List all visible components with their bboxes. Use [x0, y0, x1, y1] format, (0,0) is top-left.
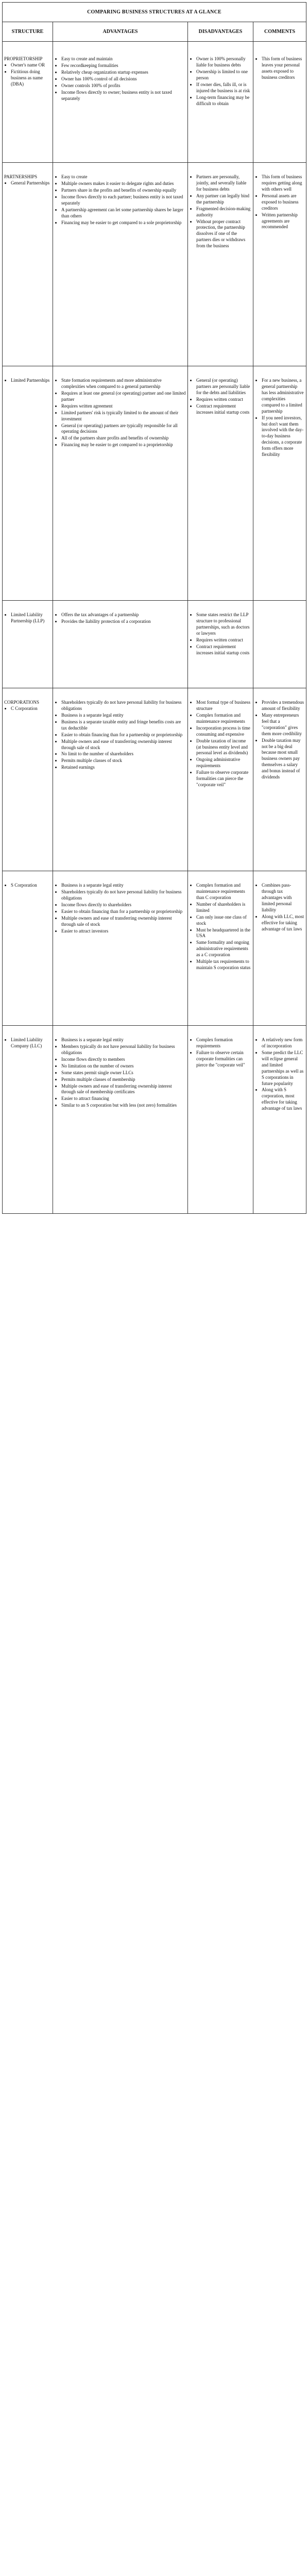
header-comments: COMMENTS — [253, 22, 306, 42]
list-item: • Provides a tremendous amount of flexibility — [262, 700, 304, 712]
list-item: • A relatively new form of incorporation — [262, 1037, 304, 1049]
list-item: • Ongoing administrative requirements — [196, 757, 251, 769]
list-item: • Long-term financing may be difficult to obtain — [196, 95, 251, 107]
cell-structure — [3, 163, 53, 366]
list-advantages — [55, 1037, 186, 1109]
list-item: • No limitation on the number of owners — [61, 1063, 186, 1070]
cell-advantages — [53, 871, 188, 1026]
list-comments — [255, 1037, 304, 1112]
list-item: • This form of business requires getting along with others well — [262, 174, 304, 193]
cell-comments — [253, 42, 306, 163]
list-item: • Business is a separate legal entity — [61, 883, 186, 889]
cell-disadvantages — [188, 871, 253, 1026]
list-item: • Along with LLC, most effective for taking advantage of tax laws — [262, 914, 304, 933]
list-disadvantages — [190, 700, 251, 788]
cell-disadvantages — [188, 42, 253, 163]
list-item: • Personal assets are exposed to business creditors — [262, 193, 304, 212]
list-item: • Provides the liability protection of a corporation — [61, 619, 186, 625]
cell-disadvantages — [188, 1026, 253, 1214]
list-item: • Owner's name OR — [11, 62, 51, 69]
list-item: • All of the partners share profits and benefits of ownership — [61, 435, 186, 442]
cell-comments — [253, 688, 306, 871]
comparison-table — [2, 2, 306, 1214]
list-advantages — [55, 174, 186, 226]
list-item: • Multiple owners and ease of transferring ownership interest through sale of stock — [61, 916, 186, 928]
structure-group-label: PROPRIETORSHIP — [4, 56, 43, 62]
list-item: • Fragmented decision-making authority — [196, 206, 251, 218]
list-comments — [255, 56, 304, 81]
list-item: • State formation requirements and more administrative complexities when compared to a general partnership — [61, 378, 186, 390]
table-row — [3, 366, 306, 601]
list-item: • Owner is 100% personally liable for business debts — [196, 56, 251, 69]
list-item: • Retained earnings — [61, 765, 186, 771]
list-item: • Income flows directly to each partner; business entity is not taxed separately — [61, 194, 186, 207]
list-item: • If you need investors, but don't want them involved with the day-to-day business decisions, a corporate form offers more flexibility — [262, 415, 304, 458]
list-item: • Easier to attract financing — [61, 1096, 186, 1102]
table-row — [3, 1026, 306, 1214]
header-row — [3, 22, 306, 42]
list-item: • Limited Liability Partnership (LLP) — [11, 612, 51, 624]
table-row — [3, 42, 306, 163]
list-comments — [255, 883, 304, 932]
cell-advantages — [53, 688, 188, 871]
list-item: • Some states permit single owner LLCs — [61, 1070, 186, 1076]
list-item: • General (or operating) partners are typically responsible for all operating decisions — [61, 423, 186, 435]
list-item: • Number of shareholders is limited — [196, 902, 251, 914]
list-item: • Many entrepreneurs feel that a "corporation" gives them more credibility — [262, 713, 304, 737]
list-item: • Few recordkeeping formalities — [61, 63, 186, 69]
list-item: • Multiple tax requirements to maintain S corporation status — [196, 959, 251, 971]
cell-comments — [253, 163, 306, 366]
list-item: • Business is a separate taxable entity and fringe benefits costs are tax deductible — [61, 719, 186, 732]
list-item: • Written partnership agreements are recommended — [262, 212, 304, 231]
list-item: • Owner controls 100% of profits — [61, 83, 186, 89]
cell-comments — [253, 871, 306, 1026]
cell-disadvantages — [188, 366, 253, 601]
list-item: • Business is a separate legal entity — [61, 713, 186, 719]
cell-structure — [3, 366, 53, 601]
list-comments — [255, 378, 304, 457]
list-advantages — [55, 56, 186, 101]
list-disadvantages — [190, 174, 251, 249]
list-item: • Permits multiple classes of stock — [61, 758, 186, 764]
cell-structure — [3, 1026, 53, 1214]
list-item: • Failure to observe corporate formalities can pierce the "corporate veil" — [196, 770, 251, 788]
list-item: • Income flows directly to shareholders — [61, 902, 186, 908]
list-item: • Easier to obtain financing than for a partnership or proprietorship — [61, 732, 186, 738]
list-advantages — [55, 378, 186, 448]
list-item: • Some predict the LLC will eclipse general and limited partnerships as well as S corporations in future popularity — [262, 1050, 304, 1087]
cell-comments — [253, 601, 306, 688]
list-item: • Offers the tax advantages of a partnership — [61, 612, 186, 618]
list-item: • Limited partners' risk is typically limited to the amount of their investment — [61, 410, 186, 422]
cell-comments — [253, 366, 306, 601]
cell-advantages — [53, 366, 188, 601]
list-item: • Some states restrict the LLP structure to professional partnerships, such as doctors or lawyers — [196, 612, 251, 637]
list-item: • General (or operating) partners are personally liable for the debts and liabilities — [196, 378, 251, 396]
list-item: • Income flows directly to owner; business entity is not taxed separately — [61, 90, 186, 102]
comparison-document — [2, 2, 306, 1214]
list-item: • Incorporation process is time consuming and expensive — [196, 725, 251, 738]
list-item: • Complex formation requirements — [196, 1037, 251, 1049]
cell-comments — [253, 1026, 306, 1214]
list-item: • Double taxation may not be a big deal because most small business owners pay themselves a salary and bonus instead of dividends — [262, 738, 304, 781]
list-item: • Same formality and ongoing administrative requirements as a C corporation — [196, 940, 251, 958]
list-advantages — [55, 612, 186, 625]
list-structure — [4, 378, 51, 384]
cell-disadvantages — [188, 601, 253, 688]
cell-advantages — [53, 601, 188, 688]
list-item: • Multiple owners and ease of transferring ownership interest through sale of membership certificates — [61, 1083, 186, 1096]
list-item: • Requires at least one general (or operating) partner and one limited partner — [61, 391, 186, 403]
list-item: • Financing may be easier to get compared to a sole proprietorship — [61, 220, 186, 226]
cell-structure — [3, 42, 53, 163]
header-disadvantages: DISADVANTAGES — [188, 22, 253, 42]
list-item: • For a new business, a general partnership has less administrative complexities compared to a limited partnership — [262, 378, 304, 414]
cell-advantages — [53, 163, 188, 366]
list-structure — [4, 612, 51, 624]
list-item: • Limited Partnerships — [11, 378, 51, 384]
list-disadvantages — [190, 883, 251, 971]
list-item: • Along with S corporation, most effective for taking advantage of tax laws — [262, 1087, 304, 1112]
list-item: • Requires written contract — [196, 637, 251, 643]
list-item: • Any partner can legally bind the partnership — [196, 193, 251, 206]
list-item: • Partners share in the profits and benefits of ownership equally — [61, 188, 186, 194]
list-item: • A partnership agreement can let some partnership shares be larger than others — [61, 207, 186, 219]
list-item: • No limit to the number of shareholders — [61, 751, 186, 757]
list-item: • Partners are personally, jointly, and severally liable for business debts — [196, 174, 251, 193]
table-row — [3, 601, 306, 688]
list-item: • Double taxation of income (at business entity level and personal level as dividends) — [196, 738, 251, 757]
list-item: • Permits multiple classes of membership — [61, 1077, 186, 1083]
list-item: • This form of business leaves your personal assets exposed to business creditors — [262, 56, 304, 81]
list-comments — [255, 700, 304, 780]
list-item: • Fictitious doing business as name (DBA) — [11, 69, 51, 88]
list-advantages — [55, 883, 186, 934]
list-item: • Similar to an S corporation but with less (not zero) formalities — [61, 1103, 186, 1109]
list-disadvantages — [190, 378, 251, 415]
cell-advantages — [53, 1026, 188, 1214]
list-item: • Requires written contract — [196, 397, 251, 403]
list-disadvantages — [190, 1037, 251, 1068]
list-item: • Contract requirement increases initial startup costs — [196, 403, 251, 416]
cell-structure — [3, 871, 53, 1026]
list-item: • Multiple owners makes it easier to delegate rights and duties — [61, 181, 186, 187]
header-advantages: ADVANTAGES — [53, 22, 188, 42]
list-structure — [4, 62, 51, 88]
cell-structure — [3, 688, 53, 871]
list-item: • Financing may be easier to get compared to a proprietorship — [61, 442, 186, 448]
list-item: • Multiple owners and ease of transferring ownership interest through sale of stock — [61, 739, 186, 751]
table-row — [3, 871, 306, 1026]
list-advantages — [55, 700, 186, 771]
list-item: • If owner dies, falls ill, or is injured the business is at risk — [196, 82, 251, 94]
list-item: • C Corporation — [11, 706, 51, 712]
list-item: • Shareholders typically do not have personal liability for business obligations — [61, 889, 186, 902]
structure-group-label: CORPORATIONS — [4, 700, 40, 705]
list-item: • Limited Liability Company (LLC) — [11, 1037, 51, 1049]
list-item: • Members typically do not have personal liability for business obligations — [61, 1044, 186, 1056]
table-row — [3, 688, 306, 871]
list-structure — [4, 883, 51, 889]
list-disadvantages — [190, 56, 251, 107]
list-item: • Most formal type of business structure — [196, 700, 251, 712]
list-item: • Failure to observe certain corporate formalities can pierce the "corporate veil" — [196, 1050, 251, 1069]
header-structure: STRUCTURE — [3, 22, 53, 42]
cell-advantages — [53, 42, 188, 163]
cell-disadvantages — [188, 163, 253, 366]
cell-structure — [3, 601, 53, 688]
list-item: • Easy to create and maintain — [61, 56, 186, 62]
list-item: • Must be headquartered in the USA — [196, 927, 251, 940]
list-item: • Combines pass-through tax advantages with limited personal liability — [262, 883, 304, 913]
list-item: • Relatively cheap organization startup expenses — [61, 70, 186, 76]
list-item: • Can only issue one class of stock — [196, 914, 251, 927]
list-item: • Easier to obtain financing than for a partnership or proprietorship — [61, 909, 186, 915]
list-item: • Complex formation and maintenance requirements than C corporation — [196, 883, 251, 901]
list-item: • Owner has 100% control of all decisions — [61, 76, 186, 82]
list-disadvantages — [190, 612, 251, 656]
list-item: • S Corporation — [11, 883, 51, 889]
list-item: • General Partnerships — [11, 180, 51, 187]
cell-disadvantages — [188, 688, 253, 871]
list-item: • Easy to create — [61, 174, 186, 180]
list-item: • Easier to attract investors — [61, 928, 186, 935]
list-item: • Contract requirement increases initial startup costs — [196, 644, 251, 656]
list-item: • Shareholders typically do not have personal liability for business obligations — [61, 700, 186, 712]
list-item: • Ownership is limited to one person — [196, 69, 251, 81]
structure-group-label: PARTNERSHIPS — [4, 174, 38, 180]
list-item: • Requires written agreement — [61, 403, 186, 410]
list-structure — [4, 706, 51, 712]
list-item: • Complex formation and maintenance requirements — [196, 713, 251, 725]
list-structure — [4, 1037, 51, 1049]
list-item: • Without proper contract protection, the partnership dissolves if one of the partners dies or withdraws from the business — [196, 219, 251, 249]
list-item: • Income flows directly to members — [61, 1057, 186, 1063]
table-row — [3, 163, 306, 366]
list-comments — [255, 174, 304, 230]
list-item: • Business is a separate legal entity — [61, 1037, 186, 1043]
table-body — [3, 42, 306, 1214]
table-title: COMPARING BUSINESS STRUCTURES AT A GLANCE — [3, 3, 306, 22]
list-structure — [4, 180, 51, 187]
